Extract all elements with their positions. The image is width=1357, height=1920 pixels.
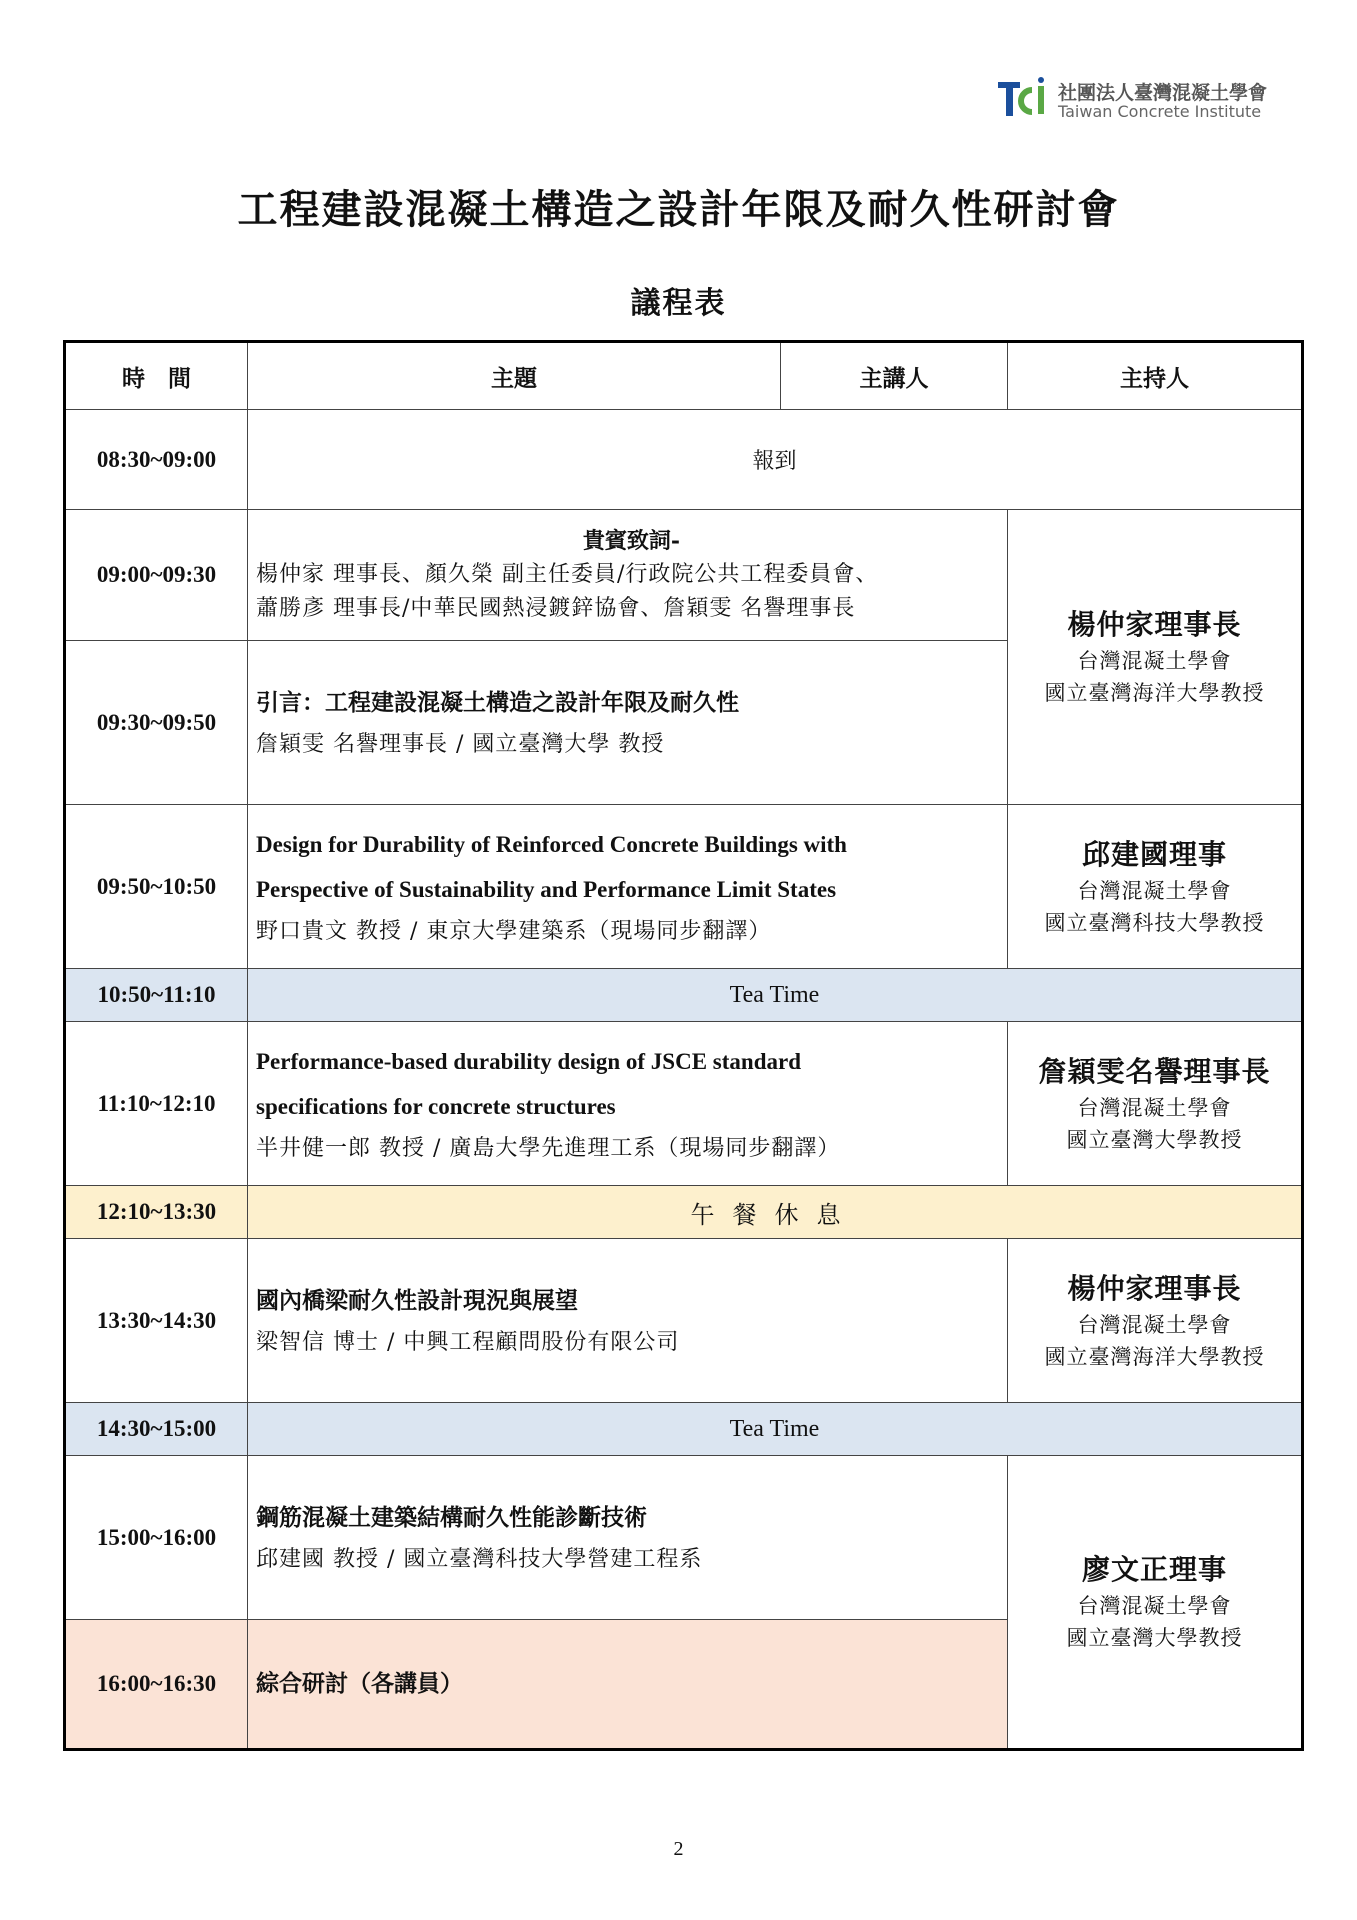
topic-title: 貴賓致詞- bbox=[582, 528, 681, 554]
row-time: 16:00~16:30 bbox=[65, 1620, 248, 1750]
host-name: 邱建國理事 bbox=[1081, 837, 1227, 871]
page-number: 2 bbox=[673, 1838, 684, 1860]
topic-cell bbox=[248, 805, 1008, 969]
speaker-line: 蕭勝彥 理事長/中華民國熱浸鍍鋅協會、詹穎雯 名譽理事長 bbox=[256, 596, 856, 621]
row-time: 09:50~10:50 bbox=[65, 805, 248, 969]
host-name: 楊仲家理事長 bbox=[1067, 608, 1242, 641]
page-title: 工程建設混凝土構造之設計年限及耐久性研討會 bbox=[237, 186, 1120, 233]
lunch-cell: 午餐休息 bbox=[248, 1186, 1303, 1239]
topic-title: Performance-based durability design of JSCE standard bbox=[256, 1048, 801, 1074]
host-org: 國立臺灣海洋大學教授 bbox=[1044, 681, 1265, 705]
page-subtitle: 議程表 bbox=[630, 286, 727, 321]
host-org: 台灣混凝土學會 bbox=[1077, 1312, 1232, 1337]
topic-title: 國內橋梁耐久性設計現況與展望 bbox=[256, 1286, 578, 1314]
table-row bbox=[65, 1403, 1303, 1456]
host-org: 台灣混凝土學會 bbox=[1077, 1095, 1232, 1120]
topic-cell bbox=[248, 641, 1008, 805]
topic-title: specifications for concrete structures bbox=[256, 1093, 616, 1119]
header-host: 主持人 bbox=[1008, 342, 1303, 410]
host-name: 楊仲家理事長 bbox=[1067, 1271, 1242, 1305]
institute-logo bbox=[996, 74, 1296, 124]
row-time: 11:10~12:10 bbox=[65, 1022, 248, 1186]
table-row bbox=[65, 969, 1303, 1022]
tci-logo-icon bbox=[996, 76, 1048, 120]
host-cell bbox=[1008, 1456, 1303, 1750]
host-org: 台灣混凝土學會 bbox=[1077, 878, 1232, 903]
registration-cell: 報到 bbox=[248, 410, 1303, 510]
row-time: 09:00~09:30 bbox=[65, 510, 248, 641]
tea-time-cell: Tea Time bbox=[248, 969, 1303, 1022]
row-time: 14:30~15:00 bbox=[65, 1403, 248, 1456]
topic-cell bbox=[248, 1456, 1008, 1620]
table-header-row bbox=[65, 342, 1303, 410]
host-cell bbox=[1008, 1239, 1303, 1403]
row-time: 15:00~16:00 bbox=[65, 1456, 248, 1620]
host-org: 國立臺灣海洋大學教授 bbox=[1044, 1344, 1265, 1369]
table-row bbox=[65, 1186, 1303, 1239]
topic-cell bbox=[248, 510, 1008, 641]
header-topic: 主題 bbox=[248, 342, 781, 410]
table-row bbox=[65, 1239, 1303, 1403]
row-time: 13:30~14:30 bbox=[65, 1239, 248, 1403]
host-org: 台灣混凝土學會 bbox=[1077, 649, 1232, 673]
host-cell bbox=[1008, 805, 1303, 969]
table-row bbox=[65, 1456, 1303, 1620]
speaker-line: 半井健一郎 教授 / 廣島大學先進理工系（現場同步翻譯） bbox=[256, 1135, 841, 1161]
header-speaker: 主講人 bbox=[781, 342, 1008, 410]
row-time: 08:30~09:00 bbox=[65, 410, 248, 510]
speaker-line: 邱建國 教授 / 國立臺灣科技大學營建工程系 bbox=[256, 1546, 703, 1572]
table-row bbox=[65, 510, 1303, 641]
table-row bbox=[65, 805, 1303, 969]
logo-name-cn: 社團法人臺灣混凝土學會 bbox=[1058, 82, 1268, 104]
host-org: 國立臺灣大學教授 bbox=[1066, 1127, 1243, 1152]
row-time: 10:50~11:10 bbox=[65, 969, 248, 1022]
host-org: 國立臺灣科技大學教授 bbox=[1044, 910, 1265, 935]
topic-cell bbox=[248, 1239, 1008, 1403]
logo-name-en: Taiwan Concrete Institute bbox=[1058, 102, 1262, 121]
header-time: 時 間 bbox=[65, 342, 248, 410]
host-org: 國立臺灣大學教授 bbox=[1066, 1626, 1243, 1650]
tea-time-cell: Tea Time bbox=[248, 1403, 1303, 1456]
row-time: 09:30~09:50 bbox=[65, 641, 248, 805]
topic-title: 綜合研討（各講員） bbox=[256, 1670, 463, 1697]
speaker-line: 梁智信 博士 / 中興工程顧問股份有限公司 bbox=[256, 1329, 680, 1355]
table-row bbox=[65, 410, 1303, 510]
row-time: 12:10~13:30 bbox=[65, 1186, 248, 1239]
speaker-line: 詹穎雯 名譽理事長 / 國立臺灣大學 教授 bbox=[256, 731, 665, 757]
speaker-line: 楊仲家 理事長、顏久榮 副主任委員/行政院公共工程委員會、 bbox=[256, 562, 879, 587]
host-cell bbox=[1008, 510, 1303, 805]
host-org: 台灣混凝土學會 bbox=[1077, 1594, 1232, 1618]
topic-title: 引言：工程建設混凝土構造之設計年限及耐久性 bbox=[256, 688, 739, 716]
agenda-table bbox=[63, 340, 1304, 1751]
speaker-line: 野口貴文 教授 / 東京大學建築系（現場同步翻譯） bbox=[256, 918, 772, 944]
host-name: 詹穎雯名譽理事長 bbox=[1038, 1054, 1271, 1088]
topic-title: Perspective of Sustainability and Performance Limit States bbox=[256, 876, 837, 902]
host-cell bbox=[1008, 1022, 1303, 1186]
topic-title: 鋼筋混凝土建築結構耐久性能診斷技術 bbox=[256, 1503, 647, 1531]
topic-cell bbox=[248, 1022, 1008, 1186]
topic-cell bbox=[248, 1620, 1008, 1750]
topic-title: Design for Durability of Reinforced Concrete Buildings with bbox=[256, 831, 847, 857]
host-name: 廖文正理事 bbox=[1081, 1553, 1227, 1586]
table-row bbox=[65, 1022, 1303, 1186]
